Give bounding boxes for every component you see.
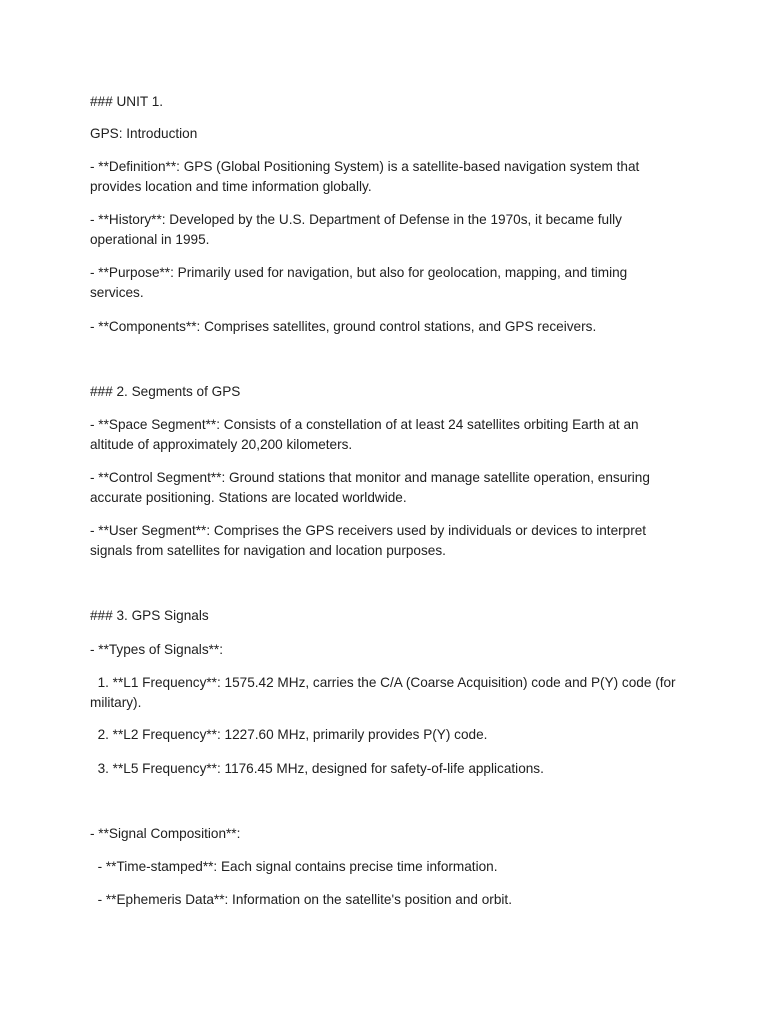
intro-purpose: - **Purpose**: Primarily used for navigation, but also for geolocation, mapping, and timing services. xyxy=(90,265,632,300)
signal-types: - **Types of Signals**: xyxy=(90,642,223,657)
segment-user: - **User Segment**: Comprises the GPS receivers used by individuals or devices to interpret signals from satellites for navigation and location purposes. xyxy=(90,523,650,558)
segment-space: - **Space Segment**: Consists of a constellation of at least 24 satellites orbiting Earth at an altitude of approximately 20,200 kilometers. xyxy=(90,417,643,452)
signal-composition: - **Signal Composition**: xyxy=(90,826,241,841)
unit-heading: ### UNIT 1. xyxy=(90,94,164,109)
signals-heading: ### 3. GPS Signals xyxy=(90,608,209,623)
intro-components: - **Components**: Comprises satellites, ground control stations, and GPS receivers. xyxy=(90,319,597,334)
segment-control: - **Control Segment**: Ground stations that monitor and manage satellite operation, ensuring accurate positioning. Stations are located worldwide. xyxy=(90,470,654,505)
signal-l5: 3. **L5 Frequency**: 1176.45 MHz, designed for safety-of-life applications. xyxy=(90,761,544,776)
signal-time-stamped: - **Time-stamped**: Each signal contains precise time information. xyxy=(90,859,498,874)
intro-title: GPS: Introduction xyxy=(90,126,198,141)
signal-ephemeris: - **Ephemeris Data**: Information on the satellite's position and orbit. xyxy=(90,892,512,907)
segments-heading: ### 2. Segments of GPS xyxy=(90,384,241,399)
intro-history: - **History**: Developed by the U.S. Department of Defense in the 1970s, it became fully operational in 1995. xyxy=(90,212,626,247)
signal-l1: 1. **L1 Frequency**: 1575.42 MHz, carries the C/A (Coarse Acquisition) code and P(Y) code (for military). xyxy=(90,675,680,710)
intro-definition: - **Definition**: GPS (Global Positioning System) is a satellite-based navigation system that provides location and time information globally. xyxy=(90,159,644,194)
signal-l2: 2. **L2 Frequency**: 1227.60 MHz, primarily provides P(Y) code. xyxy=(90,727,488,742)
